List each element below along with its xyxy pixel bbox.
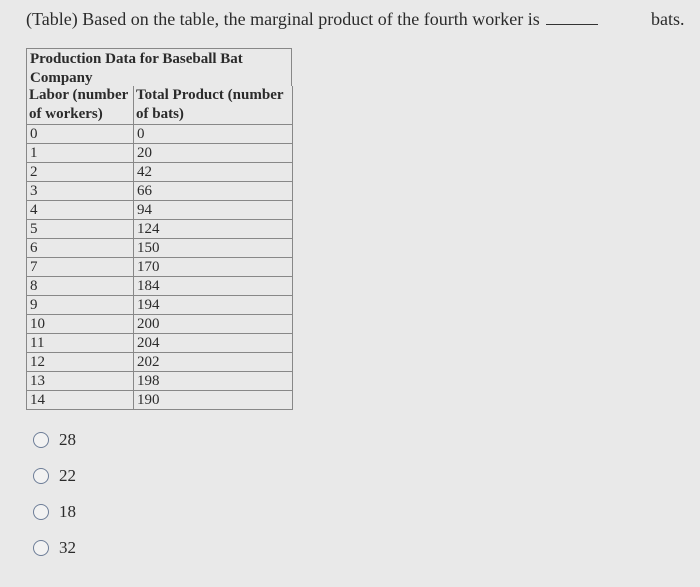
table-row [27,353,293,372]
cell-total-product: 200 [134,315,293,334]
cell-labor: 2 [27,163,134,182]
answer-blank [546,10,598,25]
cell-labor: 11 [27,334,134,353]
radio-button[interactable] [33,504,49,520]
cell-total-product: 0 [134,125,293,144]
question-text [26,8,685,30]
radio-button[interactable] [33,540,49,556]
cell-labor: 3 [27,182,134,201]
cell-total-product: 20 [134,144,293,163]
radio-button[interactable] [33,468,49,484]
cell-labor: 4 [27,201,134,220]
table-row [27,163,293,182]
cell-labor: 7 [27,258,134,277]
option-label: 28 [59,429,76,449]
header-total-product [134,86,293,125]
answer-option[interactable] [33,500,76,523]
header-total-product-line2: of bats) [136,106,184,122]
table-row [27,201,293,220]
table-row [27,125,293,144]
table-row [27,334,293,353]
question-suffix: bats. [651,9,685,29]
cell-total-product: 150 [134,239,293,258]
table-row [27,258,293,277]
cell-labor: 13 [27,372,134,391]
cell-total-product: 202 [134,353,293,372]
cell-labor: 10 [27,315,134,334]
option-label: 18 [59,501,76,521]
option-label: 32 [59,537,76,557]
table-row [27,315,293,334]
header-total-product-line1: Total Product (number [136,87,284,103]
option-label: 22 [59,465,76,485]
cell-labor: 0 [27,125,134,144]
header-labor-line1: Labor (number [29,87,129,103]
header-labor [27,86,134,125]
cell-labor: 6 [27,239,134,258]
table-row [27,220,293,239]
cell-total-product: 204 [134,334,293,353]
answer-option[interactable] [33,536,76,559]
table-header-row [27,86,293,125]
data-table [26,86,293,410]
cell-total-product: 190 [134,391,293,410]
cell-labor: 1 [27,144,134,163]
table-row [27,144,293,163]
cell-total-product: 198 [134,372,293,391]
answer-option[interactable] [33,428,76,451]
table-row [27,182,293,201]
table-row [27,277,293,296]
cell-total-product: 124 [134,220,293,239]
table-body [27,125,293,410]
table-title: Production Data for Baseball Bat Company [26,48,292,86]
cell-labor: 14 [27,391,134,410]
cell-total-product: 94 [134,201,293,220]
cell-total-product: 184 [134,277,293,296]
cell-labor: 5 [27,220,134,239]
table-row [27,391,293,410]
answer-option[interactable] [33,464,76,487]
table-row [27,296,293,315]
cell-total-product: 66 [134,182,293,201]
cell-labor: 12 [27,353,134,372]
radio-button[interactable] [33,432,49,448]
question-prefix: (Table) Based on the table, the marginal product of the fourth worker is [26,9,540,29]
cell-labor: 8 [27,277,134,296]
cell-labor: 9 [27,296,134,315]
table-row [27,239,293,258]
cell-total-product: 170 [134,258,293,277]
table-row [27,372,293,391]
cell-total-product: 194 [134,296,293,315]
production-table [26,48,292,410]
header-labor-line2: of workers) [29,106,103,122]
answer-options [33,428,76,572]
cell-total-product: 42 [134,163,293,182]
